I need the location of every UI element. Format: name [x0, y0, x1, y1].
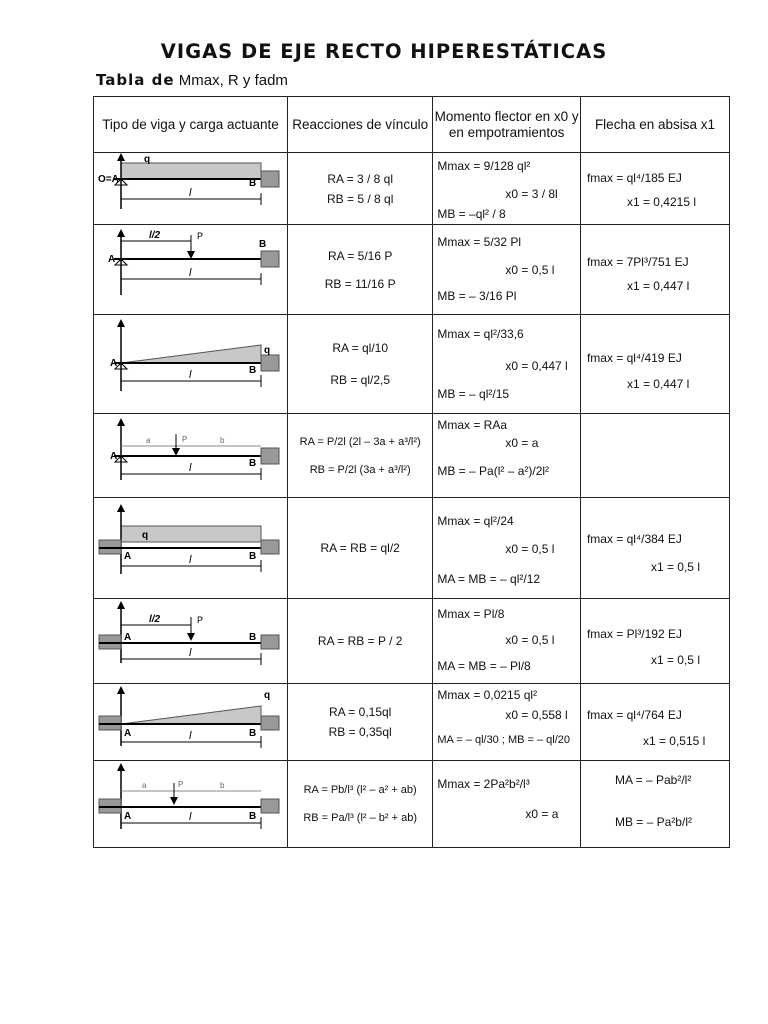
span-label: l [189, 187, 192, 199]
span-label: l [189, 267, 192, 279]
x0-value: x0 = 0,558 l [505, 708, 568, 722]
x1-value: x1 = 0,515 l [642, 734, 706, 748]
reaction-a: RA = P/2l (2l – 3a + a³/l²) [299, 435, 421, 448]
load-label: q [264, 345, 271, 356]
beam-diagram [94, 498, 287, 598]
beam-diagram-cell [94, 684, 288, 761]
reactions-cell [288, 761, 433, 848]
reactions-cell [288, 684, 433, 761]
beam-diagram [94, 599, 287, 683]
table-row [94, 599, 730, 684]
moment-cell [433, 684, 581, 761]
x1-value: x1 = 0,5 l [650, 560, 700, 574]
support-right-label: B [249, 632, 257, 643]
reaction-b: RB = Pa/l³ (l² – b² + ab) [303, 812, 418, 824]
moment-max: Mmax = Pl/8 [437, 607, 505, 621]
beam-diagram-cell [94, 315, 288, 414]
x1-value: x1 = 0,447 l [626, 279, 690, 293]
moment-max: Mmax = ql²/33,6 [437, 327, 524, 341]
x1-value: x1 = 0,447 l [626, 377, 690, 391]
x0-value: x0 = 3 / 8l [505, 187, 558, 201]
reaction-a: RA = 3 / 8 ql [327, 171, 394, 186]
moment-cell [433, 225, 581, 315]
deflection-max: fmax = Pl³/192 EJ [586, 627, 682, 641]
beam-diagram [94, 761, 287, 847]
moment-max: Mmax = 9/128 ql² [437, 159, 531, 173]
header-reactions: Reacciones de vínculo [288, 97, 433, 153]
header-moment: Momento flector en x0 y en empotramientos [433, 97, 581, 153]
half-span-label: l/2 [149, 230, 161, 241]
reactions-cell [288, 498, 433, 599]
beam-table [93, 96, 730, 848]
moment-cell [433, 315, 581, 414]
fixed-moment-a: MA = – Pab²/l² [614, 773, 692, 787]
beam-diagram [94, 414, 287, 497]
moment-cell [433, 599, 581, 684]
moment-cell [433, 498, 581, 599]
load-label: P [182, 435, 188, 444]
load-label: P [197, 231, 204, 241]
moment-max: Mmax = RAa [437, 418, 508, 432]
load-label: q [264, 690, 271, 701]
beam-diagram [94, 153, 287, 224]
moment-cell [433, 414, 581, 498]
span-label: l [189, 647, 192, 659]
deflection-cell [580, 414, 729, 498]
reaction-a: RA = Pb/l³ (l² – a² + ab) [303, 784, 417, 796]
moment-support: MB = – Pa(l² – a²)/2l² [437, 464, 550, 478]
table-row [94, 498, 730, 599]
table-row [94, 153, 730, 225]
support-left-label: A [124, 728, 132, 739]
span-label: l [189, 369, 192, 381]
span-label: l [189, 554, 192, 566]
moment-max: Mmax = 5/32 Pl [437, 235, 522, 249]
support-left-label: A [124, 551, 132, 562]
load-label: q [144, 154, 151, 165]
reaction-b: RB = 11/16 P [324, 276, 396, 291]
reaction-b: RB = 0,35ql [328, 725, 392, 739]
a-label: a [146, 436, 151, 445]
a-label: a [142, 781, 147, 790]
moment-max: Mmax = ql²/24 [437, 514, 514, 528]
support-left-label: A [124, 811, 132, 822]
span-label: l [189, 462, 192, 474]
reaction-a: RA = 5/16 P [327, 248, 393, 263]
subtitle-rest: Mmax, R y fadm [178, 72, 288, 89]
header-beam-type: Tipo de viga y carga actuante [94, 97, 288, 153]
beam-diagram [94, 315, 287, 413]
moment-support: MA = – ql/30 ; MB = – ql/20 [437, 734, 571, 746]
reactions-cell [288, 153, 433, 225]
support-right-label: B [259, 239, 267, 250]
support-left-label: A [108, 254, 116, 265]
deflection-cell [580, 684, 729, 761]
beam-diagram [94, 225, 287, 314]
subtitle-prefix: Tabla de [96, 71, 175, 89]
b-label: b [220, 781, 225, 790]
x0-value: x0 = a [525, 807, 559, 821]
moment-support: MB = –ql² / 8 [437, 207, 506, 221]
reaction-b: RB = 5 / 8 ql [326, 191, 394, 206]
x0-value: x0 = 0,5 l [505, 263, 555, 277]
deflection-cell [580, 599, 729, 684]
deflection-max: fmax = ql⁴/419 EJ [586, 351, 682, 365]
x0-value: x0 = 0,5 l [505, 633, 555, 647]
reactions-cell [288, 225, 433, 315]
support-right-label: B [249, 178, 257, 189]
beam-diagram-cell [94, 225, 288, 315]
support-right-label: B [249, 551, 257, 562]
load-label: P [178, 780, 184, 789]
moment-support: MB = – 3/16 Pl [437, 289, 517, 303]
deflection-max: fmax = ql⁴/185 EJ [586, 171, 682, 185]
table-row [94, 315, 730, 414]
moment-support: MA = MB = – ql²/12 [437, 572, 541, 586]
table-row [94, 761, 730, 848]
x0-value: x0 = 0,447 l [505, 359, 568, 373]
load-label: P [197, 615, 204, 625]
reactions-cell [288, 414, 433, 498]
beam-diagram-cell [94, 153, 288, 225]
support-left-label: O=A [98, 174, 119, 185]
header-row [94, 97, 730, 153]
fixed-moment-b: MB = – Pa²b/l² [614, 815, 692, 829]
page-subtitle [96, 71, 288, 89]
moment-cell [433, 761, 581, 848]
support-right-label: B [249, 458, 257, 469]
beam-diagram-cell [94, 414, 288, 498]
load-label: q [142, 530, 149, 541]
reaction-b: RB = ql/2,5 [330, 373, 391, 387]
span-label: l [189, 730, 192, 742]
page-title: VIGAS DE EJE RECTO HIPERESTÁTICAS [160, 40, 608, 63]
beam-diagram-cell [94, 761, 288, 848]
support-right-label: B [249, 728, 257, 739]
span-label: l [189, 811, 192, 823]
x1-value: x1 = 0,4215 l [626, 195, 697, 209]
moment-support: MA = MB = – Pl/8 [437, 659, 531, 673]
reaction-a: RA = 0,15ql [328, 705, 392, 719]
support-left-label: A [124, 632, 132, 643]
table-row [94, 225, 730, 315]
moment-support: MB = – ql²/15 [437, 387, 510, 401]
moment-max: Mmax = 2Pa²b²/l³ [437, 777, 530, 791]
moment-max: Mmax = 0,0215 ql² [437, 688, 538, 702]
deflection-cell [580, 153, 729, 225]
x1-value: x1 = 0,5 l [650, 653, 700, 667]
deflection-cell [580, 498, 729, 599]
deflection-cell [580, 761, 729, 848]
x0-value: x0 = a [505, 436, 539, 450]
support-right-label: B [249, 811, 257, 822]
support-left-label: A [110, 451, 118, 462]
beam-diagram [94, 684, 287, 760]
table-row [94, 414, 730, 498]
reactions-cell [288, 315, 433, 414]
b-label: b [220, 436, 225, 445]
deflection-cell [580, 315, 729, 414]
deflection-cell [580, 225, 729, 315]
moment-cell [433, 153, 581, 225]
header-deflection: Flecha en absisa x1 [580, 97, 729, 153]
reaction-ab: RA = RB = P / 2 [317, 634, 403, 648]
half-span-label: l/2 [149, 614, 161, 625]
deflection-max: fmax = 7Pl³/751 EJ [586, 255, 689, 269]
reaction-a: RA = ql/10 [332, 341, 389, 355]
deflection-max: fmax = ql⁴/384 EJ [586, 532, 682, 546]
beam-diagram-cell [94, 498, 288, 599]
deflection-max: fmax = ql⁴/764 EJ [586, 708, 682, 722]
support-left-label: A [110, 358, 118, 369]
reaction-ab: RA = RB = ql/2 [320, 541, 400, 555]
x0-value: x0 = 0,5 l [505, 542, 555, 556]
beam-diagram-cell [94, 599, 288, 684]
support-right-label: B [249, 365, 257, 376]
table-row [94, 684, 730, 761]
reactions-cell [288, 599, 433, 684]
reaction-b: RB = P/2l (3a + a³/l²) [309, 463, 411, 476]
